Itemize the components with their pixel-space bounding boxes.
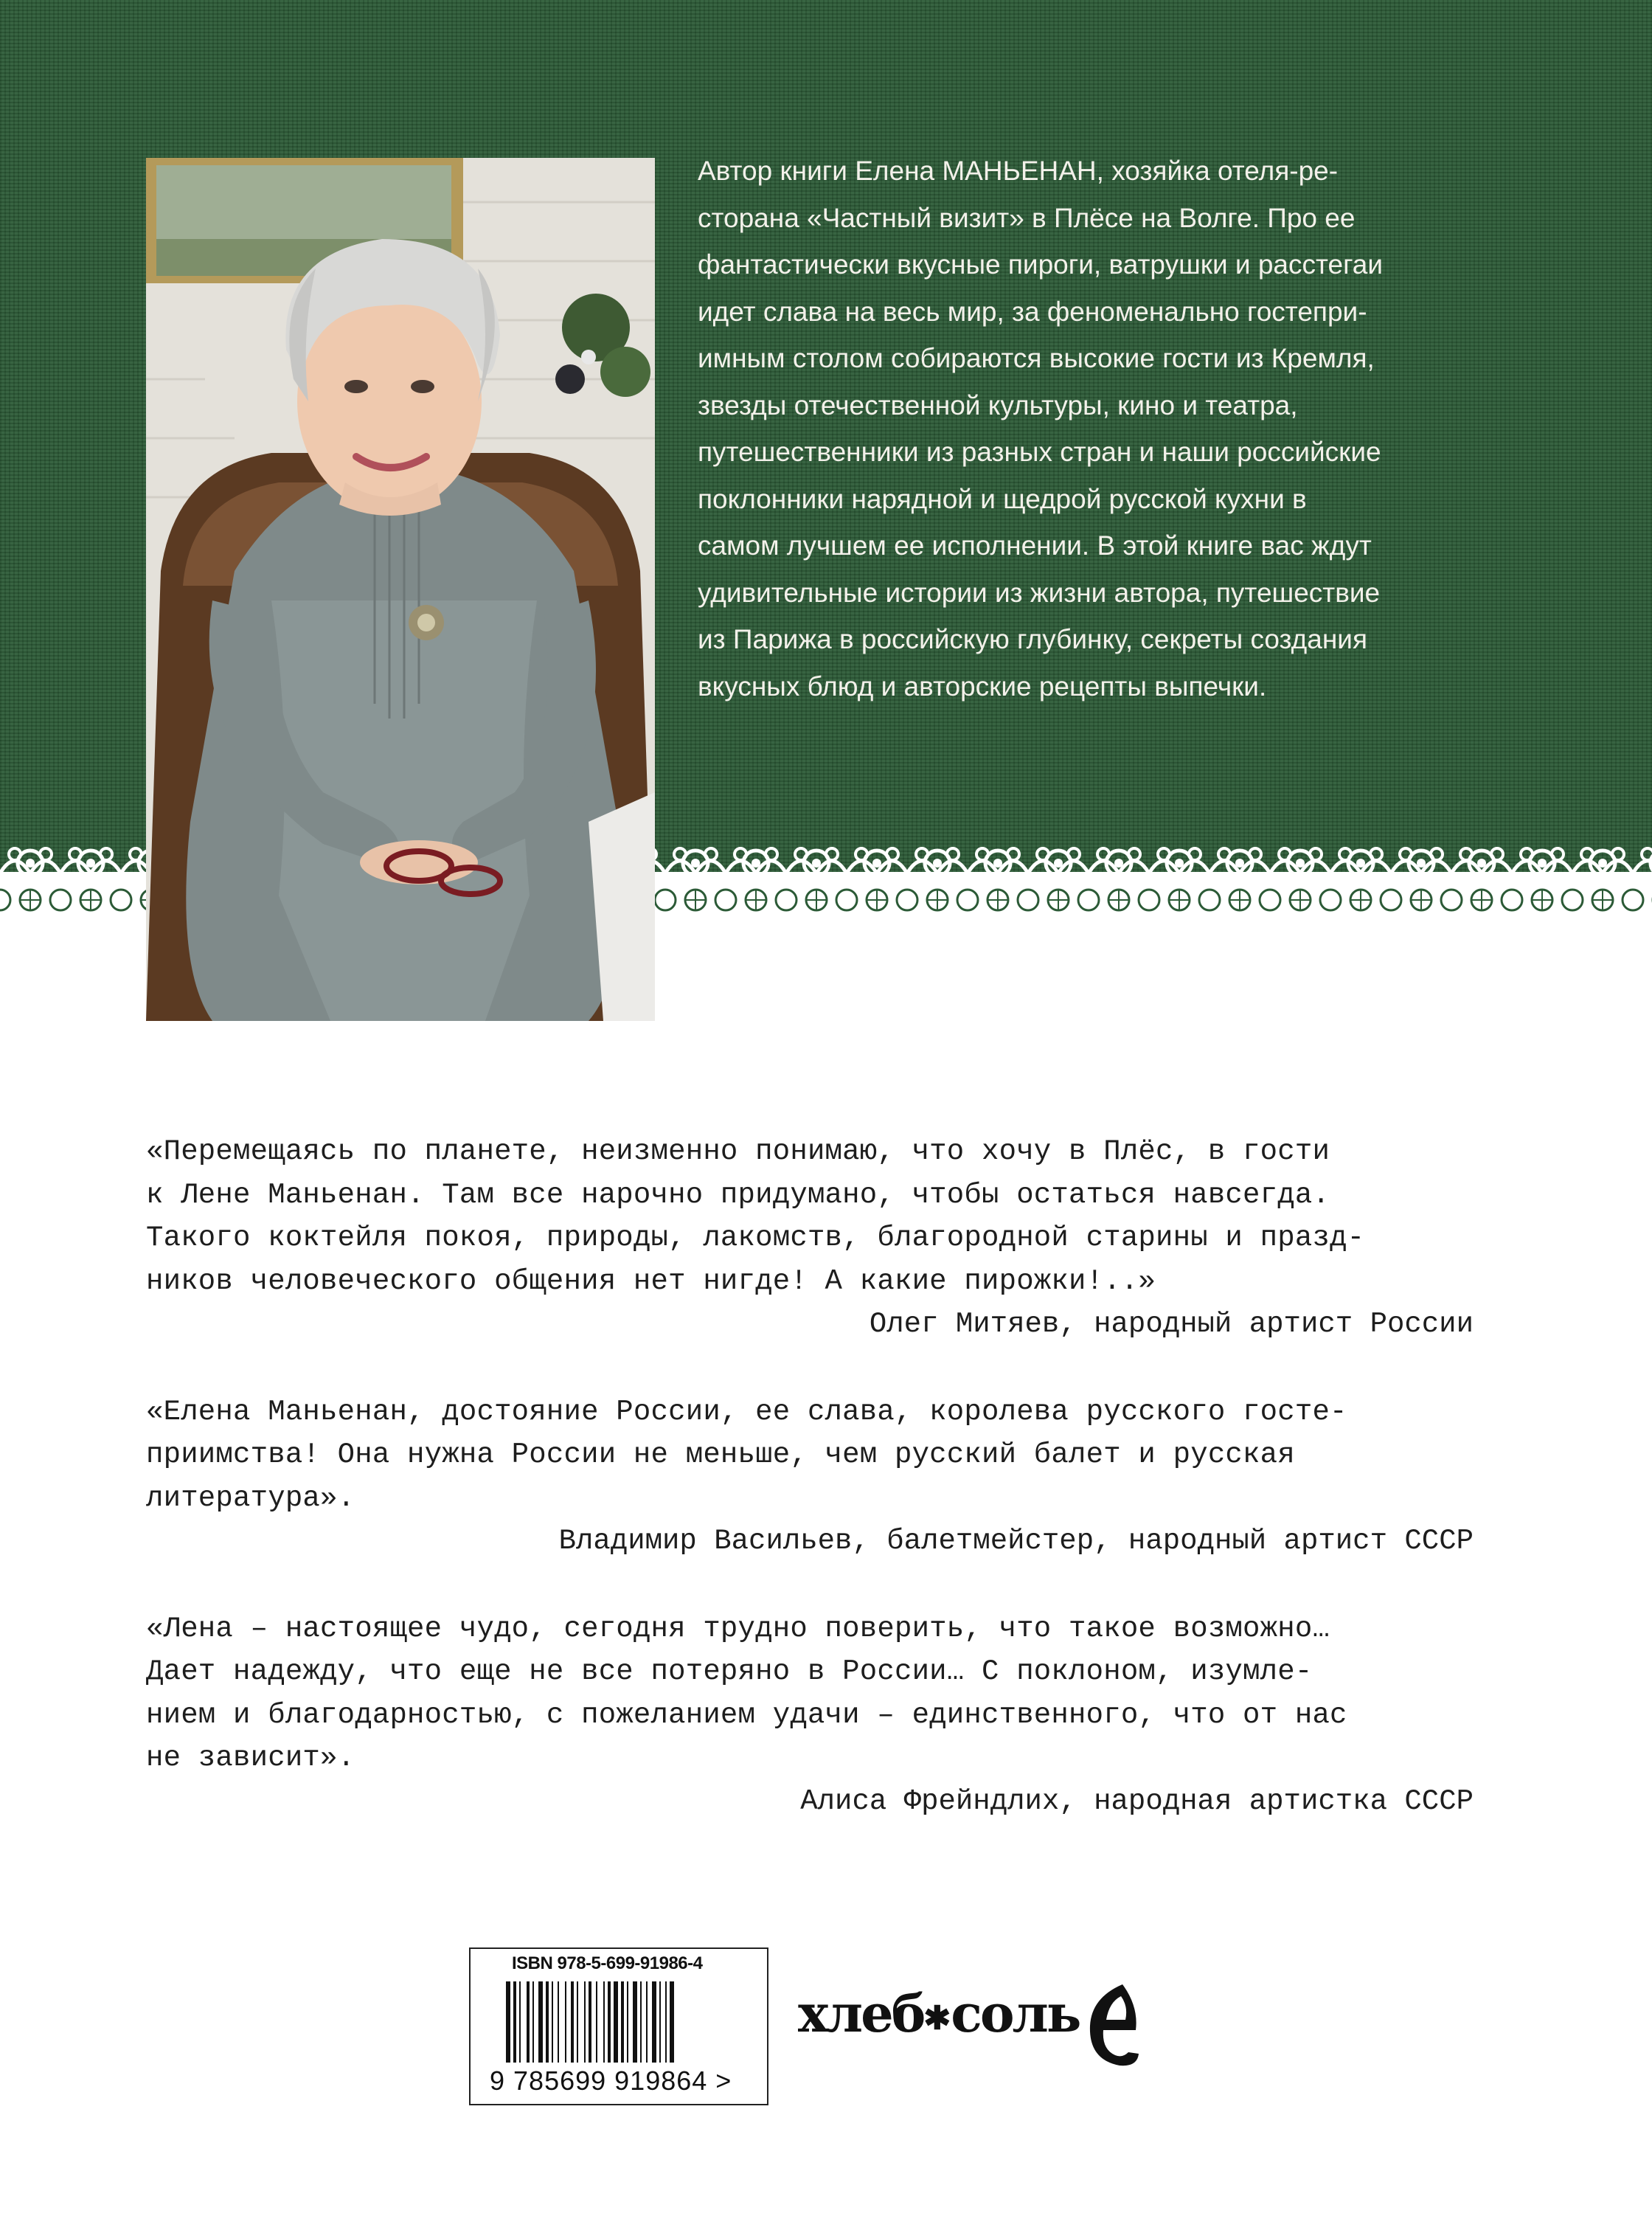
quote-line: ников человеческого общения нет нигде! А какие пирожки!..» xyxy=(146,1264,1156,1298)
barcode-bar xyxy=(670,1981,674,2063)
barcode-bar xyxy=(596,1981,597,2063)
barcode-bar xyxy=(527,1981,530,2063)
about-line: из Парижа в российскую глубинку, секреты создания xyxy=(698,624,1367,654)
about-line: самом лучшем ее исполнении. В этой книге вас ждут xyxy=(698,530,1372,561)
barcode-bar xyxy=(627,1981,628,2063)
barcode-bar xyxy=(552,1981,553,2063)
barcode-bar xyxy=(546,1981,549,2063)
quote-line: приимства! Она нужна России не меньше, чем русский балет и русская xyxy=(146,1438,1295,1471)
barcode-bar xyxy=(519,1981,521,2063)
barcode-bars xyxy=(506,1981,727,2067)
isbn-barcode xyxy=(469,1947,768,2105)
barcode-bar xyxy=(665,1981,667,2063)
barcode-bar xyxy=(621,1981,624,2063)
about-line: путешественники из разных стран и наши российские xyxy=(698,437,1381,467)
barcode-bar xyxy=(633,1981,637,2063)
quote-line: «Перемещаясь по планете, неизменно понимаю, что хочу в Плёс, в гости xyxy=(146,1135,1330,1168)
barcode-bar xyxy=(646,1981,648,2063)
barcode-bar xyxy=(584,1981,586,2063)
publisher-star: ✱ xyxy=(923,1999,951,2037)
barcode-bar xyxy=(538,1981,543,2063)
publisher-logo-text xyxy=(798,1983,1079,2044)
about-line: звезды отечественной культуры, кино и театра, xyxy=(698,389,1298,420)
isbn-label: ISBN 978-5-699-91986-4 xyxy=(512,1953,703,1973)
barcode-bar xyxy=(589,1981,591,2063)
publisher-name-right: соль xyxy=(951,1983,1080,2044)
quote-line: «Лена – настоящее чудо, сегодня трудно поверить, что такое возможно… xyxy=(146,1612,1330,1645)
testimonial-mityaev xyxy=(146,1130,1474,1346)
isbn-digits: 9 785699 919864 > xyxy=(490,2066,732,2096)
quote-line: литература». xyxy=(146,1481,355,1514)
about-line: идет слава на весь мир, за феноменально гостепри- xyxy=(698,296,1367,327)
publisher-name-left: хлеб xyxy=(798,1983,924,2044)
barcode-bar xyxy=(614,1981,618,2063)
barcode-bar xyxy=(558,1981,559,2063)
barcode-bar xyxy=(513,1981,516,2063)
about-line: удивительные истории из жизни автора, путешествие xyxy=(698,577,1381,608)
quote-line: Такого коктейля покоя, природы, лакомств, благородной старины и празд- xyxy=(146,1222,1365,1254)
barcode-bar xyxy=(659,1981,661,2063)
testimonial-vasiliev xyxy=(146,1391,1474,1563)
testimonial-freindlikh xyxy=(146,1607,1474,1824)
quote-line: к Лене Маньенан. Там все нарочно придумано, чтобы остаться навсегда. xyxy=(146,1178,1330,1211)
barcode-bar xyxy=(506,1981,510,2063)
barcode-bar xyxy=(608,1981,611,2063)
barcode-bar xyxy=(532,1981,534,2063)
quote-attribution: Алиса Фрейндлих, народная артистка СССР xyxy=(800,1784,1474,1818)
barcode-bar xyxy=(652,1981,656,2063)
about-line: поклонники нарядной и щедрой русской кухни в xyxy=(698,483,1307,514)
barcode-bar xyxy=(640,1981,642,2063)
quote-line: не зависит». xyxy=(146,1742,355,1774)
barcode-bar xyxy=(571,1981,574,2063)
quote-attribution: Владимир Васильев, балетмейстер, народный артист СССР xyxy=(558,1525,1474,1557)
eksmo-logo-icon xyxy=(1077,1977,1143,2073)
quote-line: «Елена Маньенан, достояние России, ее слава, королева русского госте- xyxy=(146,1395,1347,1428)
about-line: Автор книги Елена МАНЬЕНАН, хозяйка отеля-ре- xyxy=(698,156,1339,186)
testimonials xyxy=(146,1130,1474,1867)
quote-attribution: Олег Митяев, народный артист России xyxy=(869,1308,1474,1340)
about-line: сторана «Частный визит» в Плёсе на Волге. Про ее xyxy=(698,202,1356,233)
barcode-bar xyxy=(565,1981,566,2063)
about-line: имным столом собираются высокие гости из Кремля, xyxy=(698,343,1375,373)
barcode-bar xyxy=(577,1981,578,2063)
about-line: вкусных блюд и авторские рецепты выпечки. xyxy=(698,671,1267,702)
quote-line: Дает надежду, что еще не все потеряно в России… С поклоном, изумле- xyxy=(146,1655,1313,1688)
author-photo xyxy=(146,158,655,1021)
about-line: фантастически вкусные пироги, ватрушки и расстегаи xyxy=(698,249,1384,280)
quote-line: нием и благодарностью, с пожеланием удачи – единственного, что от нас xyxy=(146,1698,1347,1731)
about-author-text xyxy=(698,148,1472,710)
barcode-bar xyxy=(603,1981,605,2063)
